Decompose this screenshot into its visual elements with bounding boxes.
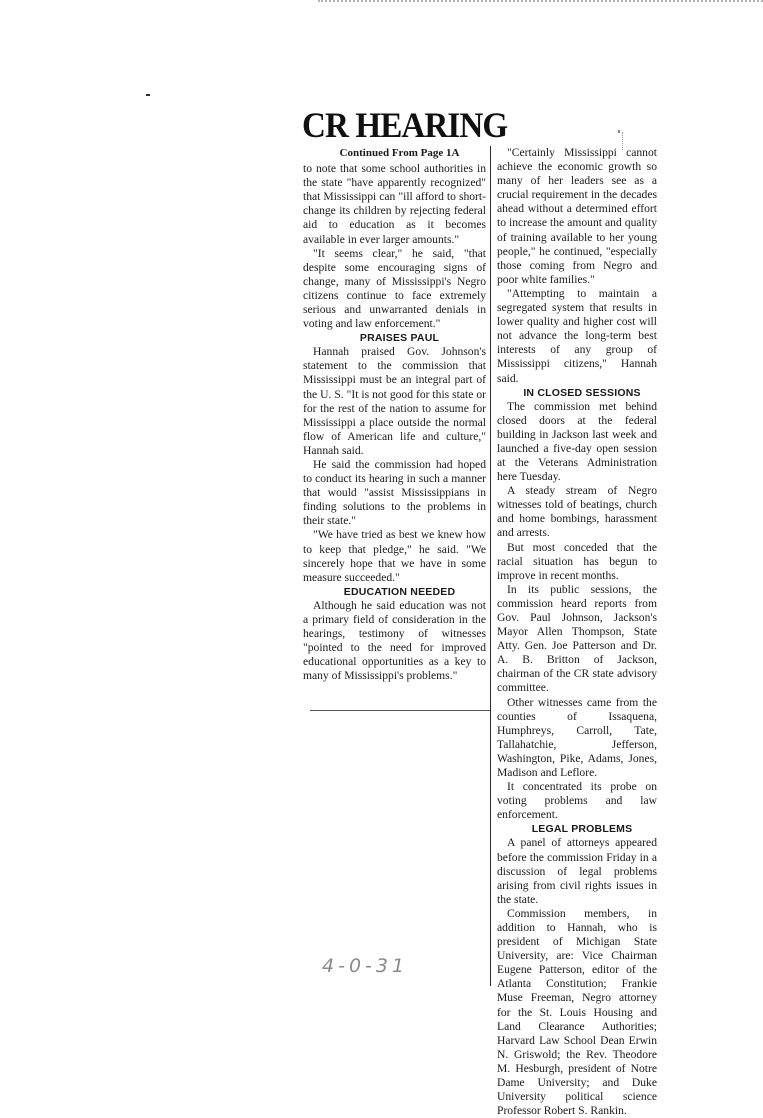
handwritten-note: 4-0-31 — [322, 955, 409, 977]
paragraph: Although he said education was not a primary field of consideration in the hearings, testimony of witnesses "pointed to the need for improved educational opportunities as a key to many of Mississippi's problems." — [303, 598, 486, 683]
paragraph: to note that some school authorities in the state "have apparently recognized" that Mississippi can "ill afford to short-change its children by rejecting federal aid to education as it becomes available in ever larger amounts." — [303, 162, 486, 246]
continued-from-label: Continued From Page 1A — [339, 147, 460, 159]
subhead-praises-paul: PRAISES PAUL — [359, 332, 440, 345]
subhead-education-needed: EDUCATION NEEDED — [343, 585, 456, 598]
scan-edge-dots — [318, 0, 763, 6]
paragraph: In its public sessions, the commission heard reports from Gov. Paul Johnson, Jackson's Mayor Allen Thompson, State Atty. Gen. Joe Patterson and Dr. A. B. Britton of Jackson, chairman of the CR state advisory committee. — [497, 582, 657, 695]
paragraph: But most conceded that the racial situation has begun to improve in recent months. — [497, 540, 657, 582]
headline: CR HEARING — [302, 105, 508, 145]
scan-speck — [146, 94, 150, 96]
paragraph: Commission members, in addition to Hannah, who is president of Michigan State University, are: Vice Chairman Eugene Patterson, editor of the Atlanta Constitution; Frankie Muse Freeman, Negro attorney for the St. Louis Housing and Land Clearance Authorities; Harvard Law School Dean Erwin N. Griswold; the Rev. Theodore M. Hesburgh, president of Notre Dame University; and Duke University political science Professor Robert S. Rankin. — [497, 906, 657, 1118]
paragraph: He said the commission had hoped to conduct its hearing in such a manner that would "assist Mississippians in finding solutions to the problems in their state." — [303, 457, 486, 528]
article-column-left — [303, 146, 486, 683]
subhead-in-closed-sessions: IN CLOSED SESSIONS — [523, 386, 641, 399]
paragraph: A steady stream of Negro witnesses told of beatings, church and home bombings, harassment and arrests. — [497, 484, 657, 540]
paragraph: Other witnesses came from the counties of Issaquena, Humphreys, Carroll, Tate, Tallahatchie, Jefferson, Washington, Pike, Adams, Jones, Madison and Leflore. — [497, 695, 657, 780]
column-end-rule — [310, 710, 490, 711]
column-divider — [490, 146, 491, 986]
subhead-legal-problems: LEGAL PROBLEMS — [531, 823, 633, 836]
paragraph: It concentrated its probe on voting problems and law enforcement. — [497, 780, 657, 822]
paragraph: "We have tried as best we knew how to keep that pledge," he said. "We sincerely hope that we have in some measure succeeded." — [303, 528, 486, 584]
scan-speck — [618, 130, 620, 133]
paragraph: A panel of attorneys appeared before the commission Friday in a discussion of legal problems arising from civil rights issues in the state. — [497, 836, 657, 906]
paragraph: "It seems clear," he said, "that despite some encouraging signs of change, many of Mississippi's Negro citizens continue to face extremely serious and unwarranted denials in voting and law enforcement." — [303, 246, 486, 331]
paragraph: The commission met behind closed doors at the federal building in Jackson last week and launched a five-day open session at the Veterans Administration here Tuesday. — [497, 399, 657, 484]
paragraph: "Certainly Mississippi cannot achieve the economic growth so many of her leaders see as a crucial requirement in the decades ahead without a determined effort to increase the amount and quality of training available to her young people," he continued, "especially those coming from Negro and poor white families." — [497, 146, 657, 286]
paragraph: Hannah praised Gov. Johnson's statement to the commission that Mississippi must be an integral part of the U. S. "It is not good for this state or for the rest of the nation to assume for Mississippi a place outside the normal flow of American life and culture," Hannah said. — [303, 345, 486, 457]
article-column-right — [497, 146, 657, 1118]
paragraph: "Attempting to maintain a segregated system that results in lower quality and higher cost will not advance the long-term best interests of any group of Mississippi citizens," Hannah said. — [497, 286, 657, 385]
